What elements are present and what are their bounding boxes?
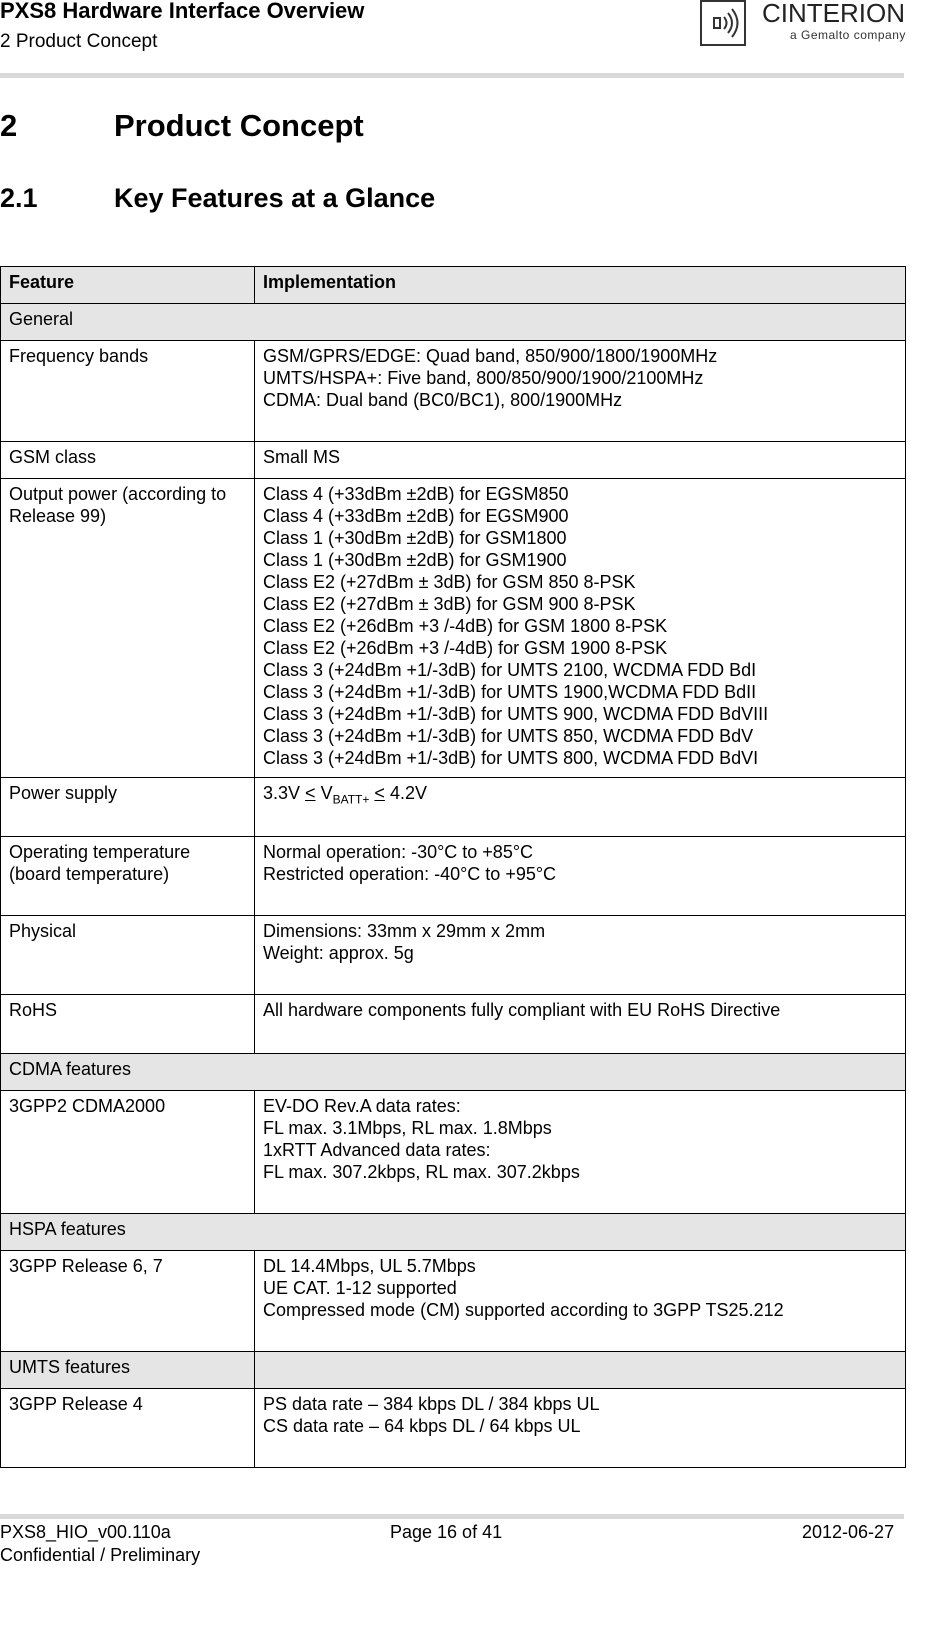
- impl-line: Class 1 (+30dBm ±2dB) for GSM1800: [263, 528, 567, 548]
- supply-min: 3.3V: [263, 783, 301, 803]
- cinterion-logo: [700, 0, 906, 50]
- empty-cell: [255, 1352, 906, 1389]
- vbatt-symbol: V: [320, 783, 333, 803]
- feature-line: Operating temperature: [9, 842, 191, 862]
- impl-line: Class 1 (+30dBm ±2dB) for GSM1900: [263, 550, 567, 570]
- heading-1-text: Product Concept: [114, 108, 364, 143]
- impl-line: Class E2 (+26dBm +3 /-4dB) for GSM 1800 8-PSK: [263, 616, 668, 636]
- col-header-implementation: Implementation: [255, 267, 906, 304]
- footer-doc-id: PXS8_HIO_v00.110a: [0, 1522, 171, 1542]
- impl-line: Class E2 (+27dBm ± 3dB) for GSM 900 8-PSK: [263, 594, 636, 614]
- heading-2-text: Key Features at a Glance: [114, 183, 436, 213]
- impl-line: Small MS: [263, 447, 341, 467]
- document-title: PXS8 Hardware Interface Overview: [0, 0, 365, 23]
- vbatt-subscript: BATT+: [332, 792, 370, 807]
- table-row: [1, 995, 906, 1054]
- logo-wordmark: CINTERION: [762, 0, 905, 28]
- heading-2-number: 2.1: [0, 183, 38, 213]
- impl-line: PS data rate – 384 kbps DL / 384 kbps UL: [263, 1394, 600, 1414]
- implementation-cell: [255, 442, 906, 479]
- impl-line: Weight: approx. 5g: [263, 943, 414, 963]
- implementation-cell: [255, 1251, 906, 1352]
- implementation-cell: [255, 995, 906, 1054]
- table-row: [1, 837, 906, 916]
- feature-cell: 3GPP Release 6, 7: [1, 1251, 255, 1352]
- feature-cell: GSM class: [1, 442, 255, 479]
- impl-line: Dimensions: 33mm x 29mm x 2mm: [263, 921, 546, 941]
- section-label: CDMA features: [1, 1054, 906, 1091]
- implementation-cell: [255, 1389, 906, 1468]
- impl-line: Class 3 (+24dBm +1/-3dB) for UMTS 1900,WCDMA FDD BdII: [263, 682, 757, 702]
- impl-line: Class 4 (+33dBm ±2dB) for EGSM850: [263, 484, 569, 504]
- feature-cell: 3GPP2 CDMA2000: [1, 1091, 255, 1214]
- supply-max: 4.2V: [389, 783, 427, 803]
- le-symbol: <: [374, 783, 385, 803]
- header-divider: [0, 73, 904, 78]
- table-row: [1, 1251, 906, 1352]
- impl-line: Class 3 (+24dBm +1/-3dB) for UMTS 800, WCDMA FDD BdVI: [263, 748, 759, 768]
- key-features-table: [0, 266, 906, 1468]
- impl-line: Restricted operation: -40°C to +95°C: [263, 864, 557, 884]
- implementation-cell: [255, 778, 906, 837]
- feature-cell: Frequency bands: [1, 341, 255, 442]
- implementation-cell: [255, 916, 906, 995]
- impl-line: Normal operation: -30°C to +85°C: [263, 842, 534, 862]
- section-row-general: [1, 304, 906, 341]
- impl-line: Class E2 (+27dBm ± 3dB) for GSM 850 8-PSK: [263, 572, 636, 592]
- impl-line: FL max. 3.1Mbps, RL max. 1.8Mbps: [263, 1118, 552, 1138]
- impl-line: Class E2 (+26dBm +3 /-4dB) for GSM 1900 8-PSK: [263, 638, 668, 658]
- feature-cell: Physical: [1, 916, 255, 995]
- antenna-icon: [700, 0, 746, 46]
- table-row: [1, 341, 906, 442]
- feature-line: (board temperature): [9, 864, 170, 884]
- table-row: [1, 442, 906, 479]
- impl-line: Class 3 (+24dBm +1/-3dB) for UMTS 850, WCDMA FDD BdV: [263, 726, 754, 746]
- impl-line: UMTS/HSPA+: Five band, 800/850/900/1900/2100MHz: [263, 368, 704, 388]
- impl-line: EV-DO Rev.A data rates:: [263, 1096, 461, 1116]
- le-symbol: <: [305, 783, 316, 803]
- impl-line: GSM/GPRS/EDGE: Quad band, 850/900/1800/1900MHz: [263, 346, 718, 366]
- impl-line: Compressed mode (CM) supported according to 3GPP TS25.212: [263, 1300, 784, 1320]
- footer-divider: [0, 1514, 904, 1519]
- table-row: [1, 1389, 906, 1468]
- section-row-hspa: [1, 1214, 906, 1251]
- logo-tagline: a Gemalto company: [790, 28, 906, 42]
- footer-page-number: Page 16 of 41: [390, 1522, 503, 1542]
- impl-line: Class 4 (+33dBm ±2dB) for EGSM900: [263, 506, 569, 526]
- footer-classification: Confidential / Preliminary: [0, 1545, 201, 1565]
- implementation-cell: [255, 837, 906, 916]
- impl-line: Class 3 (+24dBm +1/-3dB) for UMTS 2100, WCDMA FDD BdI: [263, 660, 757, 680]
- section-row-umts: [1, 1352, 906, 1389]
- impl-line: CDMA: Dual band (BC0/BC1), 800/1900MHz: [263, 390, 623, 410]
- implementation-cell: [255, 479, 906, 778]
- impl-line: CS data rate – 64 kbps DL / 64 kbps UL: [263, 1416, 581, 1436]
- impl-line: FL max. 307.2kbps, RL max. 307.2kbps: [263, 1162, 580, 1182]
- feature-cell: [1, 837, 255, 916]
- impl-line: All hardware components fully compliant with EU RoHS Directive: [263, 1000, 781, 1020]
- impl-line: 1xRTT Advanced data rates:: [263, 1140, 491, 1160]
- feature-cell: 3GPP Release 4: [1, 1389, 255, 1468]
- section-label: HSPA features: [1, 1214, 906, 1251]
- col-header-feature: Feature: [1, 267, 255, 304]
- feature-cell: Output power (according to Release 99): [1, 479, 255, 778]
- feature-cell: RoHS: [1, 995, 255, 1054]
- section-label: General: [1, 304, 906, 341]
- table-row: [1, 778, 906, 837]
- heading-1-number: 2: [0, 108, 18, 143]
- section-label: UMTS features: [1, 1352, 255, 1389]
- implementation-cell: [255, 341, 906, 442]
- footer-date: 2012-06-27: [802, 1522, 895, 1542]
- impl-line: UE CAT. 1-12 supported: [263, 1278, 457, 1298]
- section-row-cdma: [1, 1054, 906, 1091]
- implementation-cell: [255, 1091, 906, 1214]
- table-row: [1, 916, 906, 995]
- table-row: [1, 1091, 906, 1214]
- impl-line: Class 3 (+24dBm +1/-3dB) for UMTS 900, WCDMA FDD BdVIII: [263, 704, 769, 724]
- chapter-subtitle: 2 Product Concept: [0, 31, 158, 52]
- feature-cell: Power supply: [1, 778, 255, 837]
- impl-line: DL 14.4Mbps, UL 5.7Mbps: [263, 1256, 476, 1276]
- table-header-row: [1, 267, 906, 304]
- table-row: [1, 479, 906, 778]
